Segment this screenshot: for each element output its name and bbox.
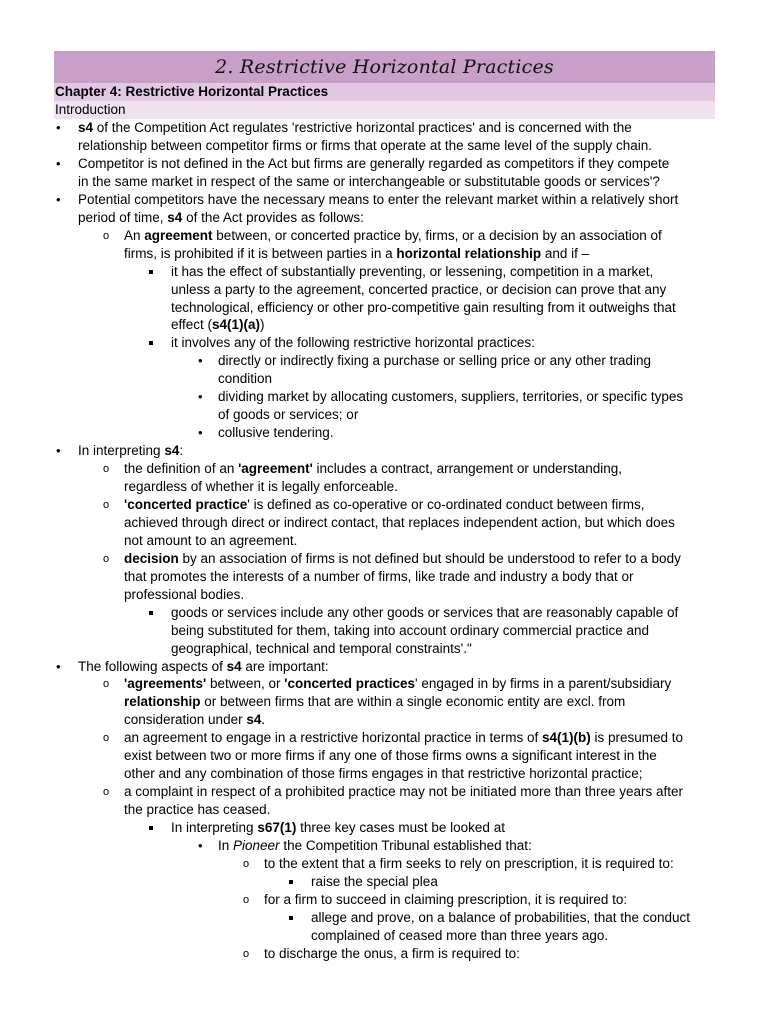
text-segment: of the Act provides as follows: — [182, 209, 364, 225]
text-segment: exist between two or more firms if any one of those firms owns a significant interest in the — [124, 748, 657, 764]
text-segment: between, or concerted practice by, firms, or a decision by an association of — [212, 227, 662, 243]
text-line — [264, 891, 627, 908]
text-segment: achieved through direct or indirect contact, that replaces independent action, but which does — [124, 514, 675, 530]
text-line — [124, 514, 675, 531]
text-segment: to the extent that a firm seeks to rely on prescription, it is required to: — [264, 855, 674, 871]
text-segment: s67(1) — [257, 820, 297, 836]
text-line — [124, 460, 622, 477]
text-segment: s4 — [167, 209, 183, 225]
text-segment: geographical, technical and temporal constraints'." — [171, 640, 472, 656]
text-line — [171, 334, 535, 351]
bullet-circle-icon: o — [103, 552, 110, 565]
text-line — [124, 478, 398, 495]
text-segment: of the Competition Act regulates 'restrictive horizontal practices' and is concerned with the — [93, 120, 632, 135]
text-segment: Potential competitors have the necessary means to enter the relevant market within a relatively short — [78, 191, 679, 207]
text-segment: ' engaged in by firms in a parent/subsidiary — [415, 676, 672, 692]
text-line — [124, 801, 270, 818]
text-line — [218, 424, 334, 441]
text-line — [124, 693, 625, 710]
square-bullet-icon — [149, 611, 153, 615]
bullet-dot-icon: • — [198, 353, 203, 369]
square-bullet-icon — [149, 826, 153, 830]
text-line — [311, 927, 608, 944]
square-bullet-icon — [289, 880, 293, 884]
text-line — [171, 263, 653, 280]
text-segment: 'concerted practices — [284, 676, 416, 692]
bullet-circle-icon: o — [103, 732, 110, 745]
text-segment: are important: — [241, 658, 329, 674]
bullet-dot-icon: • — [198, 425, 203, 441]
text-line — [124, 550, 681, 567]
bullet-circle-icon: o — [103, 498, 110, 511]
bullet-dot-icon: • — [56, 120, 61, 135]
bullet-circle-icon: o — [103, 678, 110, 691]
text-line — [218, 837, 532, 854]
bullet-circle-icon: o — [103, 463, 110, 476]
bullet-circle-icon: o — [243, 857, 250, 870]
text-segment: directly or indirectly fixing a purchase or selling price or any other trading — [218, 353, 651, 369]
text-line — [171, 819, 505, 836]
chapter-heading: Chapter 4: Restrictive Horizontal Practices — [55, 84, 329, 99]
text-segment: firms, is prohibited if it is between parties in a — [124, 245, 397, 261]
square-bullet-icon — [149, 341, 153, 345]
text-segment: or between firms that are within a single economic entity are excl. from — [200, 694, 626, 710]
text-segment: the Competition Tribunal established that: — [279, 838, 532, 853]
text-line — [171, 640, 472, 657]
text-segment: a complaint in respect of a prohibited practice may not be initiated more than three years after — [124, 784, 684, 800]
text-segment: includes a contract, arrangement or understanding, — [312, 461, 622, 477]
text-segment: 'agreements' — [124, 676, 207, 692]
text-segment: s4(1)(b) — [541, 730, 591, 746]
bullet-circle-icon: o — [103, 786, 110, 799]
text-segment: the practice has ceased. — [124, 802, 271, 818]
text-line — [124, 227, 662, 244]
text-segment: goods or services include any other goods or services that are reasonably capable of — [171, 604, 679, 620]
text-segment: . — [261, 712, 266, 728]
square-bullet-icon — [289, 916, 293, 920]
text-segment: : — [179, 443, 184, 459]
text-segment: Competitor is not defined in the Act but firms are generally regarded as competitors if they compete — [78, 155, 670, 171]
text-line — [78, 173, 660, 190]
text-line — [78, 191, 678, 208]
text-line — [124, 532, 297, 549]
bullet-dot-icon: • — [56, 658, 61, 674]
text-line — [78, 209, 364, 226]
text-segment: decision — [124, 550, 179, 566]
text-segment: the definition of an — [124, 461, 239, 477]
text-segment: it involves any of the following restrictive horizontal practices: — [171, 335, 535, 351]
text-line — [78, 119, 632, 136]
text-segment: collusive tendering. — [218, 425, 334, 441]
title-banner — [54, 51, 715, 83]
text-line — [171, 316, 265, 333]
text-segment: and if – — [541, 245, 590, 261]
bullet-circle-icon: o — [243, 947, 250, 960]
text-line — [171, 622, 649, 639]
text-line — [124, 675, 671, 692]
text-segment: period of time, — [78, 209, 168, 225]
text-segment: 'concerted practice — [124, 496, 248, 512]
text-line — [124, 729, 683, 746]
text-segment: The following aspects of — [78, 658, 227, 674]
text-segment: between, or — [206, 676, 285, 692]
text-segment: An — [124, 227, 145, 243]
bullet-circle-icon: o — [103, 229, 110, 242]
text-segment: technological, efficiency or other pro-competitive gain resulting from it outweighs that — [171, 299, 676, 315]
text-line — [124, 245, 589, 262]
text-segment: In — [218, 838, 234, 853]
text-segment: Pioneer — [233, 838, 280, 853]
text-line — [311, 909, 690, 926]
text-segment: In interpreting — [171, 820, 258, 836]
text-segment: s4 — [226, 658, 242, 674]
text-segment: unless a party to the agreement, concerted practice, or decision can prove that any — [171, 281, 667, 297]
text-segment: three key cases must be looked at — [296, 820, 505, 836]
text-line — [124, 586, 244, 603]
text-segment: complained of ceased more than three years ago. — [311, 927, 609, 943]
text-segment: in the same market in respect of the same or interchangeable or substitutable goods or services'? — [78, 173, 660, 189]
text-line — [171, 281, 666, 298]
text-line — [78, 155, 669, 172]
intro-banner — [54, 101, 715, 119]
bullet-dot-icon: • — [56, 191, 61, 207]
text-segment: s4 — [246, 712, 262, 728]
text-segment: ' is defined as co-operative or co-ordinated conduct between firms, — [247, 496, 645, 512]
text-segment: by an association of firms is not defined but should be understood to refer to a body — [178, 550, 681, 566]
text-segment: s4(1)(a) — [212, 317, 261, 333]
text-segment: 'agreement' — [238, 461, 313, 477]
text-line — [218, 406, 358, 423]
text-segment: that promotes the interests of a number of firms, like trade and industry a body that or — [124, 568, 634, 584]
text-segment: is presumed to — [590, 730, 684, 746]
text-line — [78, 442, 183, 459]
text-segment: dividing market by allocating customers, suppliers, territories, or specific types — [218, 389, 684, 405]
text-segment: not amount to an agreement. — [124, 532, 298, 548]
text-segment: being substituted for them, taking into account ordinary commercial practice and — [171, 622, 649, 638]
bullet-dot-icon: • — [56, 443, 61, 459]
bullet-dot-icon: • — [198, 389, 203, 405]
bullet-dot-icon: • — [198, 838, 203, 853]
bullet-circle-icon: o — [243, 893, 250, 906]
text-line — [124, 765, 643, 782]
chapter-banner — [54, 83, 715, 101]
text-line — [171, 299, 676, 316]
text-line — [171, 604, 678, 621]
text-line — [311, 873, 438, 890]
text-line — [124, 783, 683, 800]
text-segment: ) — [260, 317, 265, 333]
text-line — [124, 568, 634, 585]
text-segment: agreement — [144, 227, 213, 243]
text-segment: In interpreting — [78, 443, 165, 459]
text-line — [218, 352, 651, 369]
square-bullet-icon — [149, 270, 153, 274]
text-line — [124, 496, 645, 513]
text-line — [124, 747, 657, 764]
text-segment: professional bodies. — [124, 586, 245, 602]
text-segment: to discharge the onus, a firm is required to: — [264, 945, 520, 961]
text-line — [78, 658, 329, 675]
text-line — [218, 388, 683, 405]
text-segment: s4 — [78, 120, 94, 135]
text-line — [218, 370, 272, 387]
text-segment: it has the effect of substantially preventing, or lessening, competition in a market, — [171, 263, 654, 279]
text-segment: raise the special plea — [311, 873, 438, 889]
document-title: 2. Restrictive Horizontal Practices — [215, 56, 554, 78]
text-segment: consideration under — [124, 712, 247, 728]
text-segment: s4 — [164, 443, 180, 459]
text-segment: regardless of whether it is legally enforceable. — [124, 479, 398, 494]
text-segment: of goods or services; or — [218, 407, 359, 423]
text-segment: condition — [218, 371, 273, 387]
text-line — [264, 945, 520, 962]
text-line — [124, 711, 265, 728]
text-segment: relationship between competitor firms or firms that operate at the same level of the supply chain. — [78, 137, 653, 153]
text-segment: other and any combination of those firms engages in that restrictive horizontal practice; — [124, 766, 643, 782]
text-segment: effect ( — [171, 317, 213, 333]
section-heading: Introduction — [55, 102, 126, 117]
text-line — [264, 855, 674, 872]
bullet-dot-icon: • — [56, 155, 61, 171]
text-line — [78, 137, 652, 154]
text-segment: for a firm to succeed in claiming prescription, it is required to: — [264, 891, 628, 907]
text-segment: an agreement to engage in a restrictive horizontal practice in terms of — [124, 730, 542, 746]
text-segment: allege and prove, on a balance of probabilities, that the conduct — [311, 909, 691, 925]
text-segment: relationship — [124, 694, 201, 710]
text-segment: horizontal relationship — [396, 245, 542, 261]
